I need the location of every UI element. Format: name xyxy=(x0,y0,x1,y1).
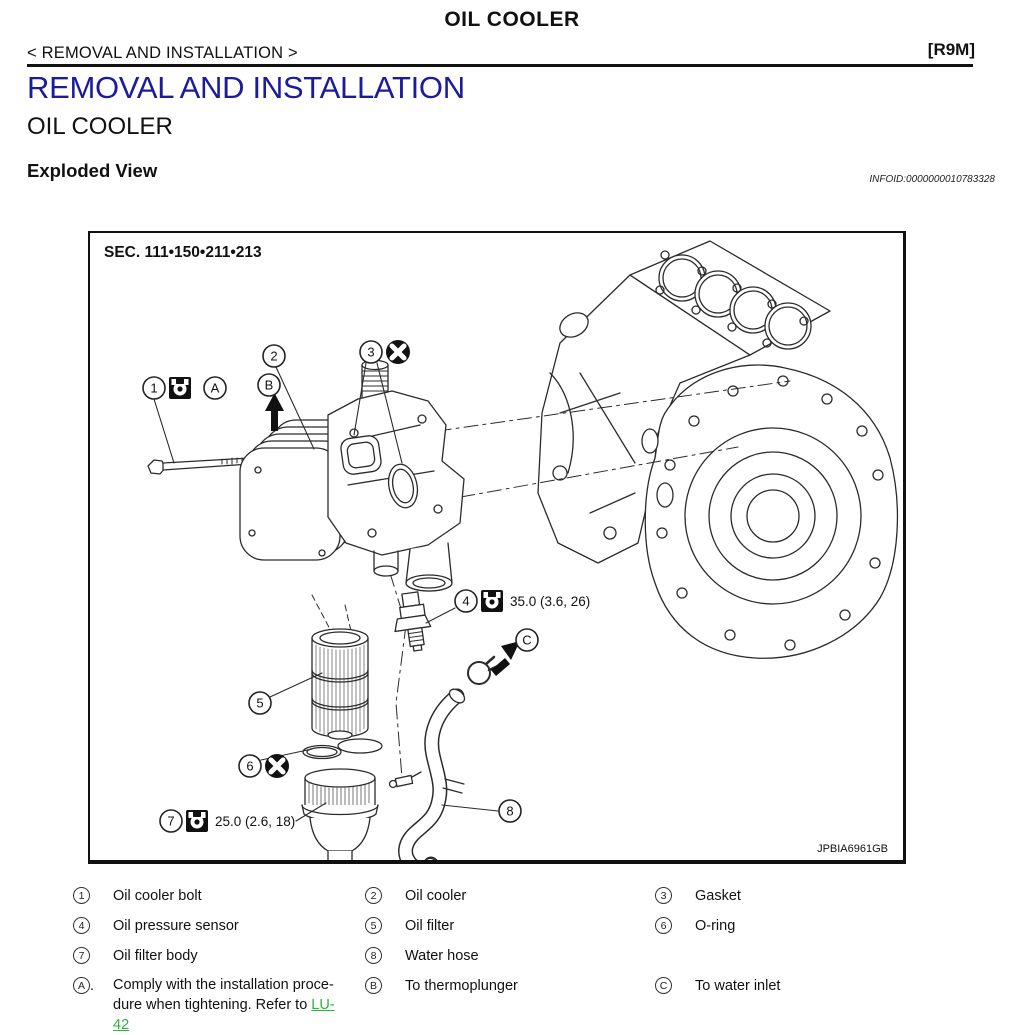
breadcrumb: < REMOVAL AND INSTALLATION > xyxy=(27,44,298,62)
do-not-reuse-icon xyxy=(386,340,410,364)
sec-label: SEC. 111•150•211•213 xyxy=(104,244,262,261)
svg-text:C: C xyxy=(522,632,532,648)
key-circle-1: 1 xyxy=(73,887,90,904)
header-divider xyxy=(27,64,973,67)
svg-text:3: 3 xyxy=(367,344,375,360)
exploded-view-drawing xyxy=(90,233,903,860)
key-circle-5: 5 xyxy=(365,917,382,934)
svg-text:7: 7 xyxy=(167,813,175,829)
svg-text:4: 4 xyxy=(462,593,470,609)
infoid-label: INFOID:0000000010783328 xyxy=(869,174,995,185)
key-circle-c: C xyxy=(655,977,672,994)
do-not-reuse-icon xyxy=(265,754,289,778)
callout-4 xyxy=(455,590,477,612)
legend-item-8 xyxy=(365,947,382,967)
svg-text:5: 5 xyxy=(256,695,264,711)
water-hose-drawing xyxy=(390,657,499,860)
legend-item-4 xyxy=(73,917,90,937)
callout-a xyxy=(204,377,226,399)
legend-item-1 xyxy=(73,887,90,907)
torque-wrench-icon xyxy=(186,810,208,832)
view-title: Exploded View xyxy=(27,160,158,181)
figure-code: JPBIA6961GB xyxy=(817,843,888,855)
key-circle-2: 2 xyxy=(365,887,382,904)
o-ring-drawing xyxy=(303,739,382,759)
legend-note-b-text: To thermoplunger xyxy=(405,978,518,994)
torque-value-filter-body: 25.0 (2.6, 18) xyxy=(215,814,296,829)
engine-code-badge: [R9M] xyxy=(927,40,975,59)
note-a-line1: Comply with the installation proce- xyxy=(113,977,334,993)
key-circle-7: 7 xyxy=(73,947,90,964)
svg-text:B: B xyxy=(264,377,274,393)
callout-7 xyxy=(160,810,182,832)
legend-label-2: Oil cooler xyxy=(405,888,467,904)
key-circle-4: 4 xyxy=(73,917,90,934)
torque-value-sensor: 35.0 (3.6, 26) xyxy=(510,594,591,609)
key-circle-6: 6 xyxy=(655,917,672,934)
key-circle-8: 8 xyxy=(365,947,382,964)
page-title: OIL COOLER xyxy=(444,8,580,31)
legend-label-1: Oil cooler bolt xyxy=(113,888,202,904)
legend-item-7 xyxy=(73,947,90,967)
callout-6 xyxy=(239,755,261,777)
subsection-title: OIL COOLER xyxy=(27,113,173,140)
legend-label-8: Water hose xyxy=(405,948,479,964)
svg-text:8: 8 xyxy=(506,803,514,819)
guide-dashed-lines xyxy=(312,595,351,633)
svg-text:1: 1 xyxy=(150,380,158,396)
oil-filter-drawing xyxy=(312,629,368,739)
torque-wrench-icon xyxy=(169,377,191,399)
callout-5 xyxy=(249,692,271,714)
legend-item-5 xyxy=(365,917,382,937)
svg-text:A: A xyxy=(210,380,220,396)
key-circle-a-period: . xyxy=(90,978,95,994)
legend-label-6: O-ring xyxy=(695,918,736,934)
legend-note-c-text: To water inlet xyxy=(695,978,781,994)
exploded-view-figure xyxy=(88,231,906,864)
section-title: REMOVAL AND INSTALLATION xyxy=(27,70,465,105)
small-clamp-drawing xyxy=(390,772,422,788)
legend-label-4: Oil pressure sensor xyxy=(113,918,239,934)
svg-text:2: 2 xyxy=(270,348,278,364)
lu-42-link[interactable]: LU- xyxy=(311,997,335,1013)
gasket-square-drawing xyxy=(340,435,383,476)
key-circle-a: A xyxy=(73,977,90,994)
legend-label-7: Oil filter body xyxy=(113,948,198,964)
svg-text:6: 6 xyxy=(246,758,254,774)
oil-cooler-bolt-drawing xyxy=(148,458,250,474)
legend-note-a-text xyxy=(113,975,375,1035)
callout-3 xyxy=(360,341,382,363)
legend-item-2 xyxy=(365,887,382,907)
callout-c xyxy=(516,629,538,651)
legend-note-b xyxy=(365,977,382,997)
note-a-line2: dure when tightening. Refer to xyxy=(113,997,312,1013)
engine-block-drawing xyxy=(538,241,897,658)
legend-item-6 xyxy=(655,917,672,937)
key-circle-3: 3 xyxy=(655,887,672,904)
callout-1 xyxy=(143,377,165,399)
callout-8 xyxy=(499,800,521,822)
lu-42-link-part2[interactable]: 42 xyxy=(113,1017,130,1033)
key-circle-b: B xyxy=(365,977,382,994)
legend-label-5: Oil filter xyxy=(405,918,455,934)
callout-b xyxy=(258,374,280,396)
arrow-c-diagonal xyxy=(491,641,520,676)
legend-note-c xyxy=(655,977,672,997)
legend-item-3 xyxy=(655,887,672,907)
torque-wrench-icon xyxy=(481,590,503,612)
legend-note-a xyxy=(73,977,94,997)
oil-filter-body-drawing xyxy=(302,769,378,860)
callout-2 xyxy=(263,345,285,367)
legend-label-3: Gasket xyxy=(695,888,741,904)
